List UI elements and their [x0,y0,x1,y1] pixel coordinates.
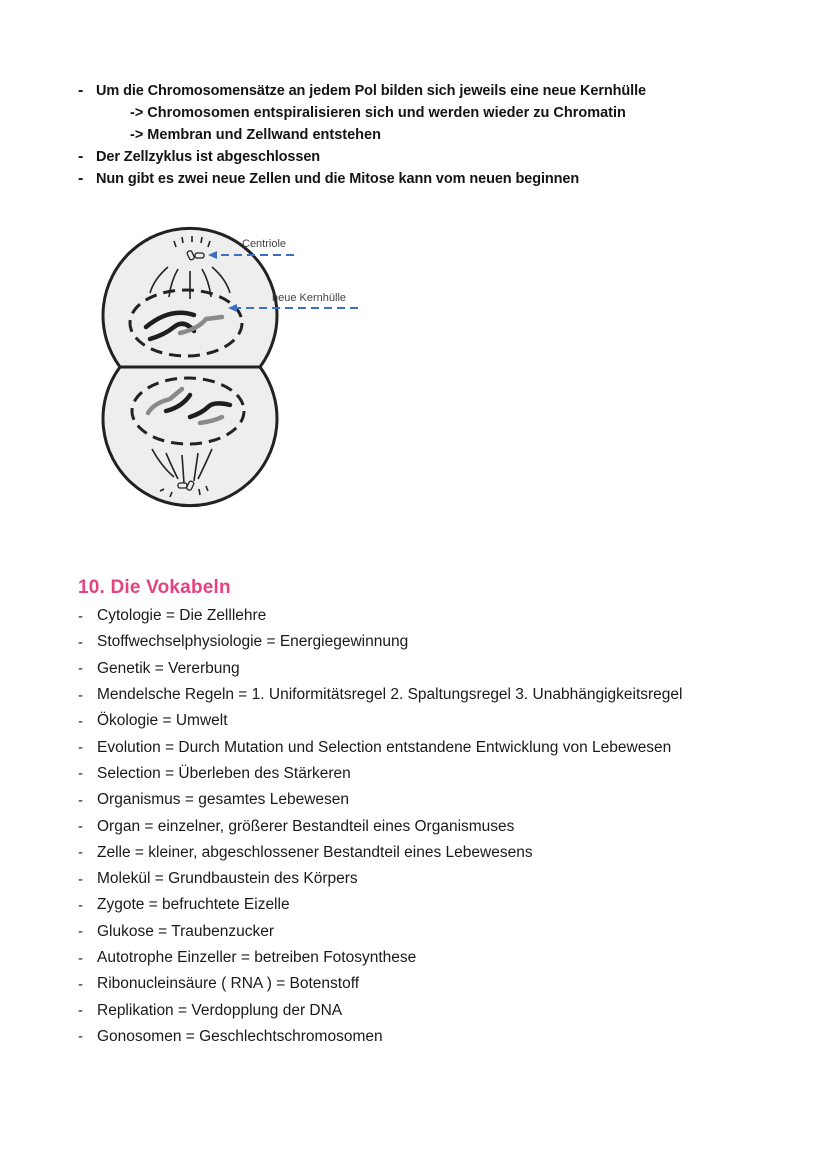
vocab-item [78,892,798,918]
vocab-dash: - [78,1002,83,1020]
bullet-text: Der Zellzyklus ist abgeschlossen [96,149,321,165]
vocab-item [78,629,798,655]
vocab-text: Zelle = kleiner, abgeschlossener Bestandteil eines Lebewesens [97,843,533,861]
vocab-item [78,603,798,629]
vocab-item [78,787,798,813]
vocab-text: Mendelsche Regeln = 1. Uniformitätsregel 2. Spaltungsregel 3. Unabhängigkeitsregel [97,686,683,704]
vocab-text: Genetik = Vererbung [97,659,240,677]
vocab-text: Ribonucleinsäure ( RNA ) = Botenstoff [97,975,360,993]
vocab-text: Ökologie = Umwelt [97,712,228,730]
vocab-item [78,656,798,682]
vocab-dash: - [78,791,83,809]
sub-bullet-text: Membran und Zellwand entstehen [147,127,381,143]
sub-bullet-line [78,102,798,124]
vocab-item [78,945,798,971]
vocab-text: Stoffwechselphysiologie = Energiegewinnung [97,633,409,651]
vocab-dash: - [78,818,83,836]
bullet-line [78,168,798,190]
vocab-item [78,761,798,787]
bullet-dash: - [78,82,84,99]
vocab-dash: - [78,633,83,651]
section-heading: 10. Die Vokabeln [78,577,231,598]
vocab-dash: - [78,739,83,757]
vocab-dash: - [78,1028,83,1046]
bullet-text: Um die Chromosomensätze an jedem Pol bilden sich jeweils eine neue Kernhülle [96,83,646,99]
vocab-item [78,813,798,839]
vocab-text: Replikation = Verdopplung der DNA [97,1001,343,1019]
vocab-text: Molekül = Grundbaustein des Körpers [97,870,358,888]
vocab-dash: - [78,923,83,941]
vocab-dash: - [78,949,83,967]
vocab-item [78,708,798,734]
vocab-text: Autotrophe Einzeller = betreiben Fotosynthese [97,949,417,966]
vocab-dash: - [78,844,83,862]
nuclear-envelope-label: neue Kernhülle [272,292,347,304]
centriole-label: Centriole [242,238,287,250]
bullet-dash: - [78,170,84,187]
arrow-glyph: -> [130,127,144,143]
vocab-dash: - [78,870,83,888]
vocab-dash: - [78,686,83,704]
vocab-item [78,682,798,708]
vocab-text: Zygote = befruchtete Eizelle [97,896,290,914]
vocab-text: Glukose = Traubenzucker [97,922,275,940]
vocab-item [78,971,798,997]
vocab-dash: - [78,607,83,625]
vocab-item [78,1024,798,1050]
vocab-dash: - [78,765,83,783]
bullet-text: Nun gibt es zwei neue Zellen und die Mitose kann vom neuen beginnen [96,171,580,187]
vocab-item [78,840,798,866]
vocab-item [78,919,798,945]
vocab-dash: - [78,712,83,730]
sub-bullet-text: Chromosomen entspiralisieren sich und werden wieder zu Chromatin [147,105,626,121]
vocab-dash: - [78,975,83,993]
telophase-bullet-list [78,80,798,190]
arrow-glyph: -> [130,105,144,121]
sub-bullet-line [78,124,798,146]
vocab-item [78,734,798,760]
vocab-item [78,866,798,892]
bullet-line [78,80,798,102]
vocab-text: Cytologie = Die Zelllehre [97,607,267,625]
vocab-list [78,603,798,1050]
vocab-text: Selection = Überleben des Stärkeren [97,764,351,782]
vocab-text: Gonosomen = Geschlechtschromosomen [97,1027,383,1045]
bullet-line [78,146,798,168]
bullet-dash: - [78,148,84,165]
vocab-item [78,997,798,1023]
vocab-text: Organ = einzelner, größerer Bestandteil eines Organismuses [97,817,515,835]
vocab-text: Organismus = gesamtes Lebewesen [97,791,350,809]
vocab-text: Evolution = Durch Mutation und Selection entstandene Entwicklung von Lebewesen [97,738,672,756]
vocab-dash: - [78,660,83,678]
vocab-dash: - [78,896,83,914]
telophase-cell-diagram [90,225,380,520]
